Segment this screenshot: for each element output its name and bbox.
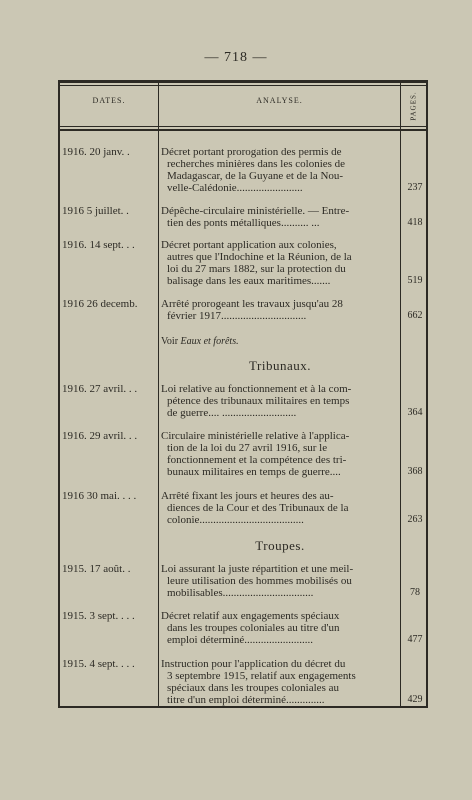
entry-description (161, 610, 399, 646)
entry-page: 429 (407, 694, 423, 705)
description-line: tien des ponts métalliques.......... ... (167, 217, 320, 229)
description-line: loi du 27 mars 1882, sur la protection du (167, 263, 346, 275)
entry-description (161, 383, 399, 419)
description-line: colonie...................................... (167, 514, 304, 526)
entry-page: 519 (407, 275, 423, 286)
description-line: velle-Calédonie........................ (167, 182, 303, 194)
entry-description (161, 205, 399, 229)
top-rule (58, 80, 428, 83)
description-line: Décret portant application aux colonies, (161, 239, 337, 251)
header-rule-thick (58, 129, 428, 131)
page-number: — 718 — (204, 50, 268, 65)
entry-date: 1916. 14 sept. . . (62, 239, 135, 251)
entry-date: 1916 30 mai. . . . (62, 490, 137, 502)
entry-date: 1915. 17 août. . (62, 563, 131, 575)
entry-date: 1916. 27 avril. . . (62, 383, 138, 395)
description-line: Décret relatif aux engagements spéciaux (161, 610, 340, 622)
entry-description (161, 239, 399, 287)
description-line: 3 septembre 1915, relatif aux engagements (167, 670, 356, 682)
description-line: balisage dans les eaux maritimes....... (167, 275, 331, 287)
description-line: de guerre.... ........................... (167, 407, 297, 419)
entry-date: 1916 26 decemb. (62, 298, 138, 310)
entry-page: 78 (410, 587, 420, 598)
right-border (426, 80, 428, 708)
description-line: pétence des tribunaux militaires en temps (167, 395, 350, 407)
header-dates: DATES. (92, 96, 126, 105)
entry-page: 263 (407, 514, 423, 525)
description-line: Loi relative au fonctionnement et à la com- (161, 383, 352, 395)
description-line: recherches minières dans les colonies de (167, 158, 346, 170)
description-line: Arrêté fixant les jours et heures des au- (161, 490, 334, 502)
entry-date: 1916. 29 avril. . . (62, 430, 138, 442)
date-column-divider (158, 80, 159, 708)
description-line: mobilisables................................. (167, 587, 314, 599)
entry-page: 477 (407, 634, 423, 645)
description-line: autres que l'Indochine et la Réunion, de la (167, 251, 352, 263)
cross-reference-target: Eaux et forêts. (180, 336, 239, 347)
description-line: tion de la loi du 27 avril 1916, sur le (167, 442, 328, 454)
description-line: février 1917............................... (167, 310, 307, 322)
header-rule (58, 126, 428, 127)
header-pages: PAGES. (410, 91, 418, 121)
entry-date: 1915. 4 sept. . . . (62, 658, 135, 670)
description-line: Loi assurant la juste répartition et une meil- (161, 563, 354, 575)
description-line: leure utilisation des hommes mobilisés ou (167, 575, 352, 587)
entry-description (161, 658, 399, 706)
description-line: Dépêche-circulaire ministérielle. — Entre- (161, 205, 350, 217)
description-line: titre d'un emploi déterminé.............. (167, 694, 325, 706)
description-line: Circulaire ministérielle relative à l'applica- (161, 430, 350, 442)
description-line: emploi déterminé......................... (167, 634, 314, 646)
description-line: bunaux militaires en temps de guerre.... (167, 466, 341, 478)
cross-reference-prefix: Voir (161, 336, 179, 347)
entry-page: 364 (407, 407, 423, 418)
entry-description (161, 563, 399, 599)
section-title: Tribunaux. (249, 358, 311, 373)
description-line: Arrêté prorogeant les travaux jusqu'au 28 (161, 298, 343, 310)
description-line: fonctionnement et la compétence des tri- (167, 454, 347, 466)
entry-description (161, 430, 399, 478)
entry-page: 418 (407, 217, 423, 228)
entry-page: 662 (407, 310, 423, 321)
entry-page: 237 (407, 182, 423, 193)
index-table (58, 80, 428, 708)
top-rule-thin (58, 85, 428, 86)
entry-date: 1916 5 juillet. . (62, 205, 129, 217)
entry-description (161, 146, 399, 194)
entry-date: 1916. 20 janv. . (62, 146, 130, 158)
entry-description (161, 298, 399, 322)
entry-page: 368 (407, 466, 423, 477)
description-line: Instruction pour l'application du décret du (161, 658, 346, 670)
description-line: Madagascar, de la Guyane et de la Nou- (167, 170, 344, 182)
description-line: spéciaux dans les troupes coloniales au (167, 682, 339, 694)
pages-column-divider (400, 80, 401, 708)
left-border (58, 80, 60, 708)
description-line: Décret portant prorogation des permis de (161, 146, 342, 158)
bottom-rule (58, 706, 428, 708)
section-title: Troupes. (255, 538, 305, 553)
header-analyse: ANALYSE. (256, 96, 303, 105)
description-line: dans les troupes coloniales au titre d'un (167, 622, 340, 634)
description-line: diences de la Cour et des Tribunaux de la (167, 502, 349, 514)
entry-description (161, 490, 399, 526)
entry-date: 1915. 3 sept. . . . (62, 610, 135, 622)
cross-reference (161, 336, 239, 347)
